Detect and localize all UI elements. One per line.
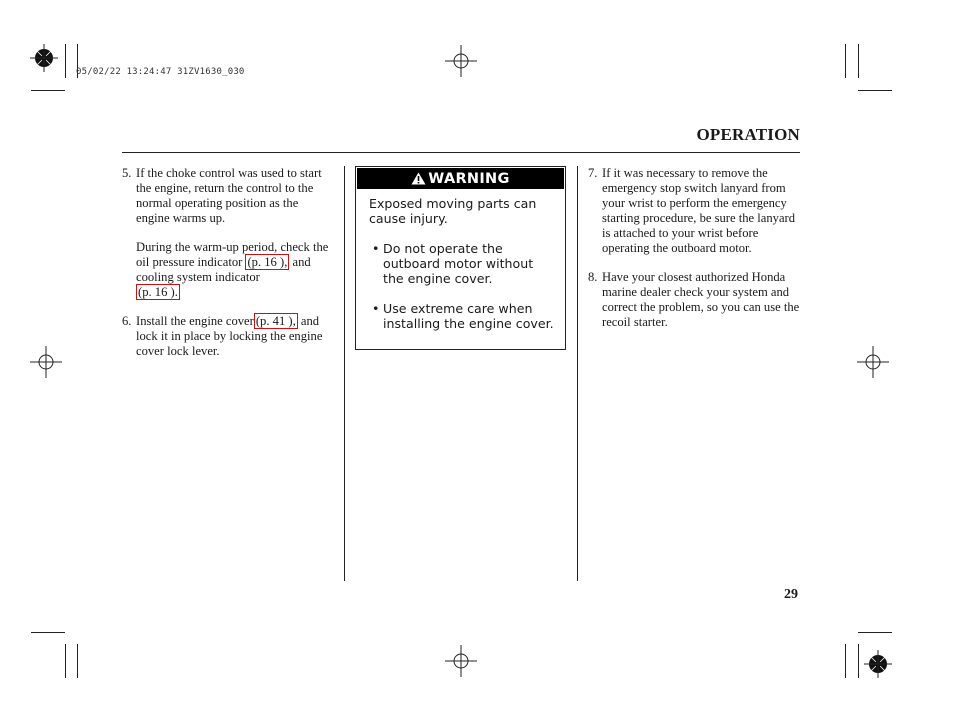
item-text: If it was necessary to remove the emergency stop switch lanyard from your wrist to perform the emergency starting procedure, be sure the lanyard is attached to your wrist before operating the outboard motor. [602, 166, 796, 255]
list-item-6 [122, 314, 334, 359]
warning-bullet [369, 301, 557, 331]
crop-mark [31, 90, 65, 91]
warning-header [357, 168, 564, 189]
bullet-point-icon: • [372, 241, 380, 256]
right-column [588, 166, 800, 344]
item-number: 5. [122, 166, 132, 180]
crop-mark [65, 44, 66, 78]
warning-bullet [369, 241, 557, 286]
item-number: 8. [588, 270, 598, 284]
crop-mark [858, 644, 859, 678]
warning-intro: Exposed moving parts can cause injury. [369, 196, 537, 226]
crop-mark [858, 44, 859, 78]
item-number: 6. [122, 314, 132, 328]
warning-heading: WARNING [428, 170, 510, 187]
registration-crosshair-icon [445, 645, 477, 677]
crop-mark [31, 632, 65, 633]
warning-box [355, 166, 566, 350]
crop-mark [77, 644, 78, 678]
crop-mark [845, 44, 846, 78]
registration-target-icon [30, 44, 58, 72]
registration-target-icon [864, 650, 892, 678]
page-reference-link[interactable]: (p. 41 ), [255, 314, 296, 328]
registration-crosshair-icon [857, 346, 889, 378]
item-number: 7. [588, 166, 598, 180]
page-number: 29 [784, 587, 798, 602]
bullet-text: Do not operate the outboard motor without the engine cover. [383, 241, 534, 286]
paragraph-text: and cooling system indicator [136, 255, 311, 284]
page-reference-link[interactable]: (p. 16 ), [247, 255, 288, 269]
section-title: OPERATION [696, 125, 800, 144]
item-text: Install the engine cover [136, 314, 254, 328]
paragraph-text: During the warm-up period, check the oil pressure indicator [136, 240, 329, 269]
registration-crosshair-icon [445, 45, 477, 77]
list-item-5 [122, 166, 334, 226]
warmup-paragraph [122, 240, 334, 300]
crop-mark [65, 644, 66, 678]
column-divider [344, 166, 345, 581]
crop-mark [858, 90, 892, 91]
print-timestamp: 05/02/22 13:24:47 31ZV1630_030 [76, 67, 245, 77]
warning-body [356, 189, 565, 331]
left-column [122, 166, 334, 373]
bullet-text: Use extreme care when installing the engine cover. [383, 301, 554, 331]
warning-triangle-icon [411, 172, 426, 185]
header-rule [122, 152, 800, 153]
item-text: If the choke control was used to start the engine, return the control to the normal operating position as the engine warms up. [136, 166, 322, 225]
item-text: Have your closest authorized Honda marine dealer check your system and correct the problem, so you can use the recoil starter. [602, 270, 800, 329]
crop-mark [858, 632, 892, 633]
crop-mark [845, 644, 846, 678]
page-reference-link[interactable]: (p. 16 ). [138, 285, 178, 299]
list-item-7 [588, 166, 800, 256]
registration-crosshair-icon [30, 346, 62, 378]
bullet-point-icon: • [372, 301, 380, 316]
list-item-8 [588, 270, 800, 330]
column-divider [577, 166, 578, 581]
item-text: and lock it in place by locking the engine cover lock lever. [136, 314, 323, 358]
